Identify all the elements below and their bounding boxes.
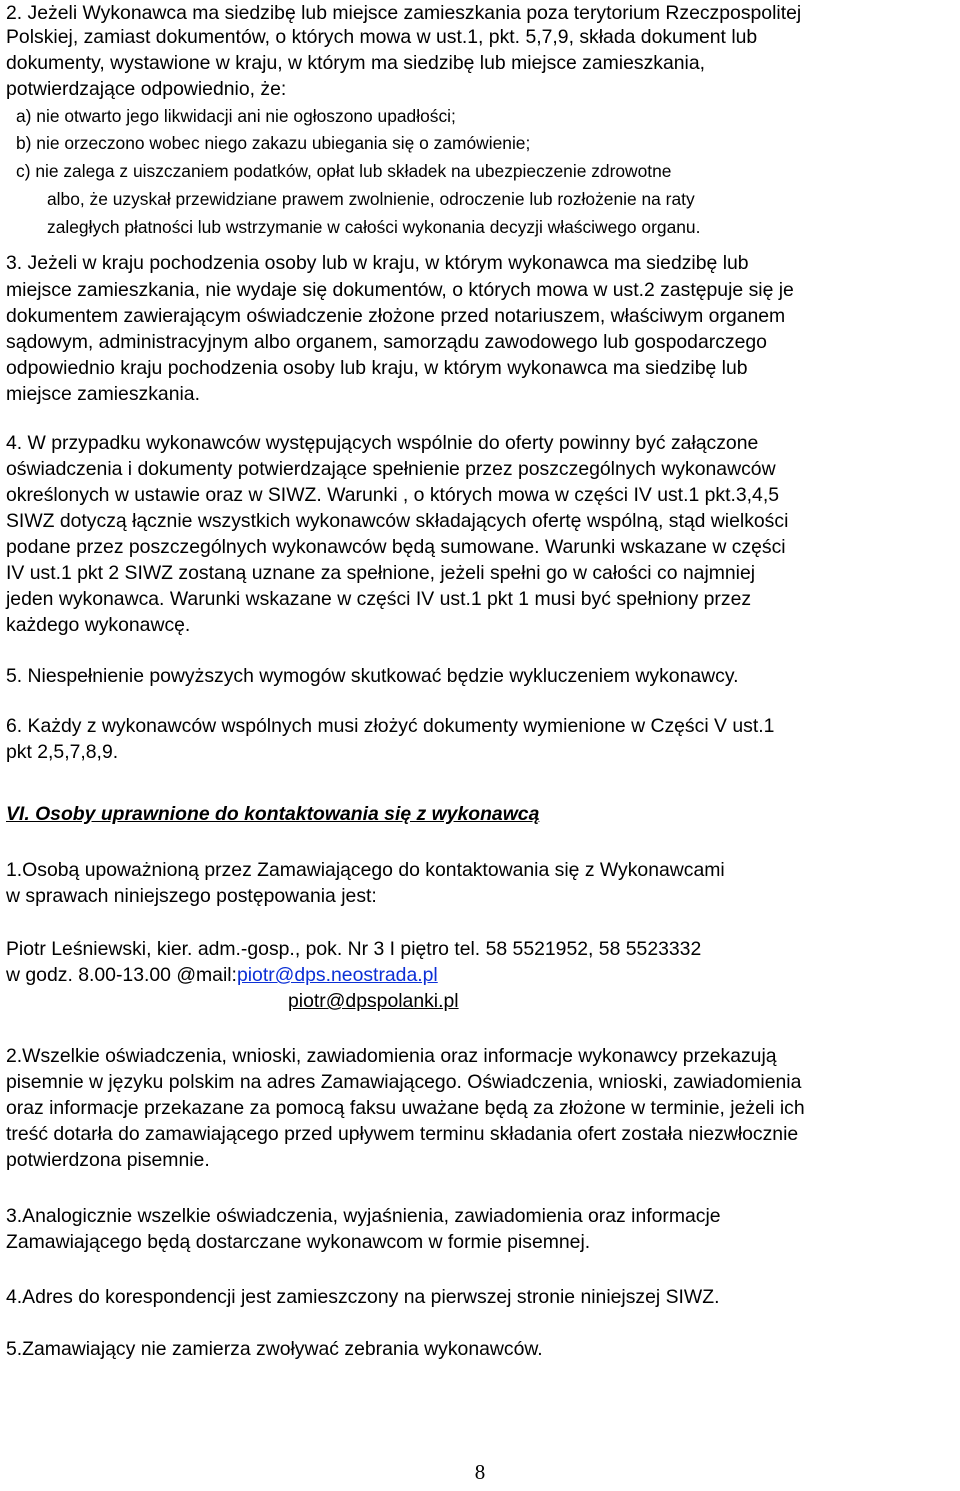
section-item-2-line: 2.Wszelkie oświadczenia, wnioski, zawiadomienia oraz informacje wykonawcy przekazują [6, 1045, 777, 1067]
paragraph-2-line: dokumenty, wystawione w kraju, w którym ma siedzibę lub miejsce zamieszkania, [6, 52, 706, 74]
paragraph-2-line: 2. Jeżeli Wykonawca ma siedzibę lub miejsce zamieszkania poza terytorium Rzeczpospolitej [6, 2, 802, 24]
contact-hours-label: w godz. 8.00-13.00 @mail: [6, 964, 237, 986]
paragraph-4-line: określonych w ustawie oraz w SIWZ. Warunki , o których mowa w części IV ust.1 pkt.3,4,5 [6, 484, 780, 506]
paragraph-6-line: pkt 2,5,7,8,9. [6, 741, 119, 763]
paragraph-3-line: 3. Jeżeli w kraju pochodzenia osoby lub w kraju, w którym wykonawca ma siedzibę lub [6, 252, 749, 274]
section-heading: VI. Osoby uprawnione do kontaktowania się z wykonawcą [6, 803, 540, 825]
list-item-c-cont: albo, że uzyskał przewidziane prawem zwolnienie, odroczenie lub rozłożenie na raty [47, 189, 695, 209]
paragraph-4-line: jeden wykonawca. Warunki wskazane w części IV ust.1 pkt 1 musi być spełniony przez [6, 588, 752, 610]
email-link-secondary[interactable]: piotr@dpspolanki.pl [288, 990, 459, 1012]
section-item-2-line: treść dotarła do zamawiającego przed upływem terminu składania ofert została niezwłocznie [6, 1123, 799, 1145]
list-item-b: b) nie orzeczono wobec niego zakazu ubiegania się o zamówienie; [16, 133, 531, 153]
section-item-1-line: 1.Osobą upoważnioną przez Zamawiającego do kontaktowania się z Wykonawcami [6, 859, 725, 881]
section-item-3-line: Zamawiającego będą dostarczane wykonawcom w formie pisemnej. [6, 1231, 591, 1253]
paragraph-3-line: odpowiednio kraju pochodzenia osoby lub kraju, w którym wykonawca ma siedzibę lub [6, 357, 748, 379]
paragraph-4-line: 4. W przypadku wykonawców występujących wspólnie do oferty powinny być załączone [6, 432, 759, 454]
list-item-c: c) nie zalega z uiszczaniem podatków, opłat lub składek na ubezpieczenie zdrowotne [16, 161, 672, 181]
paragraph-3-line: sądowym, administracyjnym albo organem, samorządu zawodowego lub gospodarczego [6, 331, 767, 353]
list-item-a: a) nie otwarto jego likwidacji ani nie ogłoszono upadłości; [16, 106, 456, 126]
section-item-3-line: 3.Analogicznie wszelkie oświadczenia, wyjaśnienia, zawiadomienia oraz informacje [6, 1205, 721, 1227]
paragraph-4-line: SIWZ dotyczą łącznie wszystkich wykonawców składających ofertę wspólną, stąd wielkości [6, 510, 789, 532]
section-item-2-line: potwierdzona pisemnie. [6, 1149, 210, 1171]
paragraph-3-line: dokumentem zawierającym oświadczenie złożone przed notariuszem, właściwym organem [6, 305, 786, 327]
email-link-primary[interactable]: piotr@dps.neostrada.pl [236, 964, 438, 986]
paragraph-4-line: każdego wykonawcę. [6, 614, 191, 636]
section-item-2-line: pisemnie w języku polskim na adres Zamawiającego. Oświadczenia, wnioski, zawiadomienia [6, 1071, 802, 1093]
section-item-1-line: w sprawach niniejszego postępowania jest: [6, 885, 377, 907]
paragraph-6-line: 6. Każdy z wykonawców wspólnych musi złożyć dokumenty wymienione w Części V ust.1 [6, 715, 775, 737]
contact-line: Piotr Leśniewski, kier. adm.-gosp., pok. Nr 3 I piętro tel. 58 5521952, 58 5523332 [6, 938, 702, 960]
email-link-secondary-line [288, 988, 459, 1014]
paragraph-3-line: miejsce zamieszkania, nie wydaje się dokumentów, o których mowa w ust.2 zastępuje się je [6, 279, 794, 301]
section-item-5: 5.Zamawiający nie zamierza zwoływać zebrania wykonawców. [6, 1338, 543, 1360]
contact-hours-line [6, 962, 438, 988]
section-item-4: 4.Adres do korespondencji jest zamieszczony na pierwszej stronie niniejszej SIWZ. [6, 1286, 720, 1308]
paragraph-2-line: Polskiej, zamiast dokumentów, o których mowa w ust.1, pkt. 5,7,9, składa dokument lub [6, 26, 758, 48]
paragraph-2-line: potwierdzające odpowiednio, że: [6, 78, 287, 100]
paragraph-4-line: IV ust.1 pkt 2 SIWZ zostaną uznane za spełnione, jeżeli spełni go w całości co najmniej [6, 562, 756, 584]
page-number: 8 [474, 1460, 486, 1484]
paragraph-3-line: miejsce zamieszkania. [6, 383, 200, 405]
section-item-2-line: oraz informacje przekazane za pomocą faksu uważane będą za złożone w terminie, jeżeli ich [6, 1097, 805, 1119]
paragraph-4-line: oświadczenia i dokumenty potwierdzające spełnienie przez poszczególnych wykonawców [6, 458, 776, 480]
paragraph-4-line: podane przez poszczególnych wykonawców będą sumowane. Warunki wskazane w części [6, 536, 786, 558]
paragraph-5: 5. Niespełnienie powyższych wymogów skutkować będzie wykluczeniem wykonawcy. [6, 665, 739, 687]
list-item-c-cont: zaległych płatności lub wstrzymanie w całości wykonania decyzji właściwego organu. [47, 217, 701, 237]
